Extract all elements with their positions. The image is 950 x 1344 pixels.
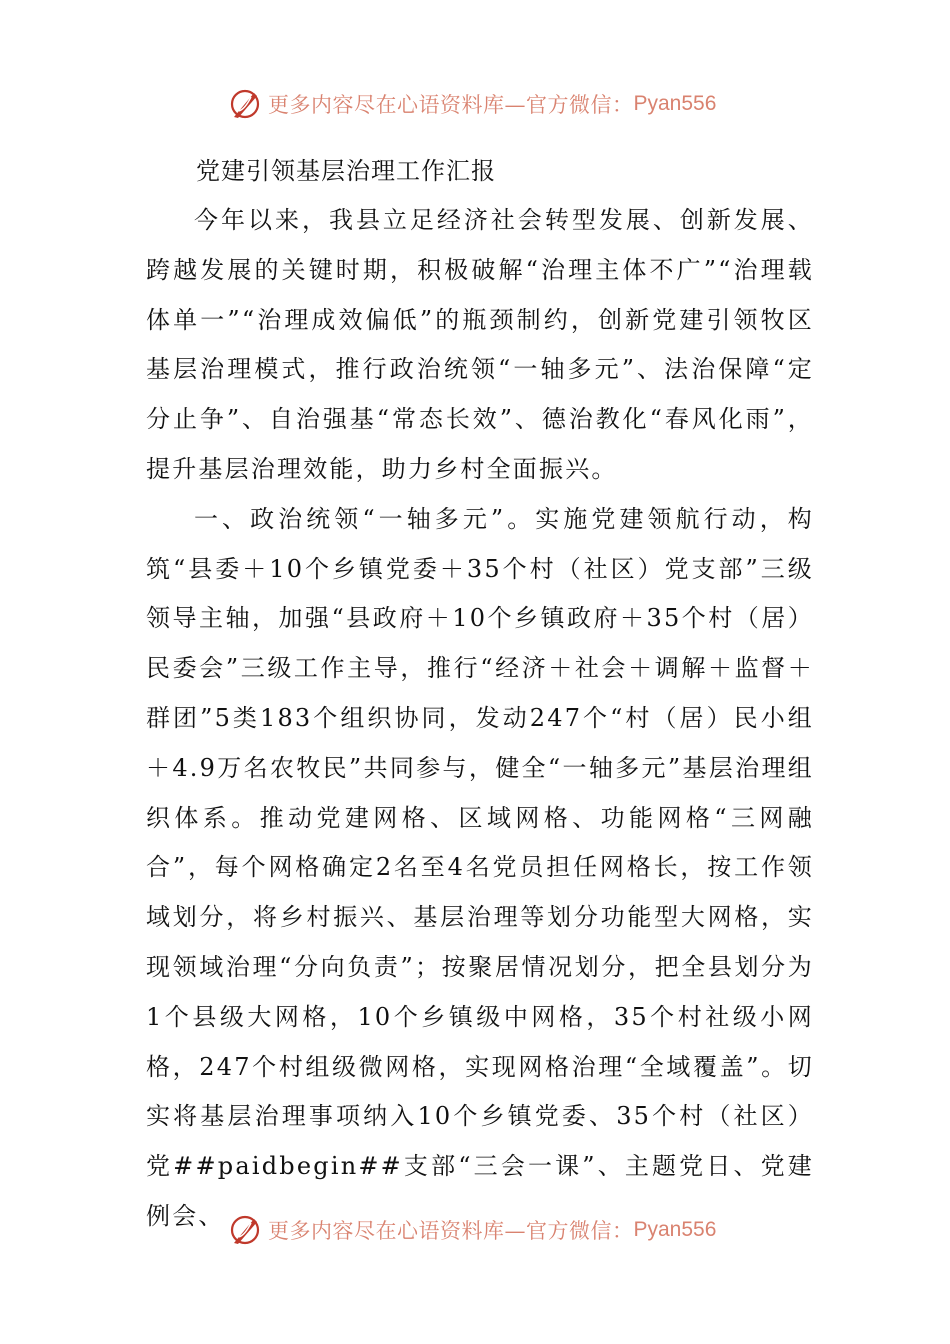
header-watermark bbox=[228, 86, 716, 122]
quill-logo-icon bbox=[228, 1213, 262, 1247]
document-title: 党建引领基层治理工作汇报 bbox=[196, 157, 496, 185]
watermark-text: 更多内容尽在心语资料库—官方微信： bbox=[268, 93, 634, 117]
quill-logo-icon bbox=[228, 87, 262, 121]
watermark-text: 更多内容尽在心语资料库—官方微信： bbox=[268, 1219, 634, 1243]
watermark-wechat-id: Pyan556 bbox=[633, 92, 717, 115]
document-body bbox=[146, 146, 814, 1242]
paragraph-intro: 今年以来，我县立足经济社会转型发展、创新发展、跨越发展的关键时期，积极破解“治理主体不广”“治理载体单一”“治理成效偏低”的瓶颈制约，创新党建引领牧区基层治理模式，推行政治统领“一轴多元”、法治保障“定分止争”、自治强基“常态长效”、德治教化“春风化雨”，提升基层治理效能，助力乡村全面振兴。 bbox=[146, 206, 814, 483]
watermark-wechat-id: Pyan556 bbox=[633, 1218, 717, 1241]
paragraph-section-1: 一、政治统领“一轴多元”。实施党建领航行动，构筑“县委＋10个乡镇党委＋35个村（社区）党支部”三级领导主轴，加强“县政府＋10个乡镇政府＋35个村（居）民委会”三级工作主导，推行“经济＋社会＋调解＋监督＋群团”5类183个组织协同，发动247个“村（居）民小组＋4.9万名农牧民”共同参与，健全“一轴多元”基层治理组织体系。推动党建网格、区域网格、功能网格“三网融合”，每个网格确定2名至4名党员担任网格长，按工作领域划分，将乡村振兴、基层治理等划分功能型大网格，实现领域治理“分向负责”；按聚居情况划分，把全县划分为1个县级大网格，10个乡镇级中网格，35个村社级小网格，247个村组级微网格，实现网格治理“全域覆盖”。切实将基层治理事项纳入10个乡镇党委、35个村（社区）党##paidbegin##支部“三会一课”、主题党日、党建例会、 bbox=[146, 504, 814, 1230]
footer-watermark bbox=[228, 1212, 716, 1248]
